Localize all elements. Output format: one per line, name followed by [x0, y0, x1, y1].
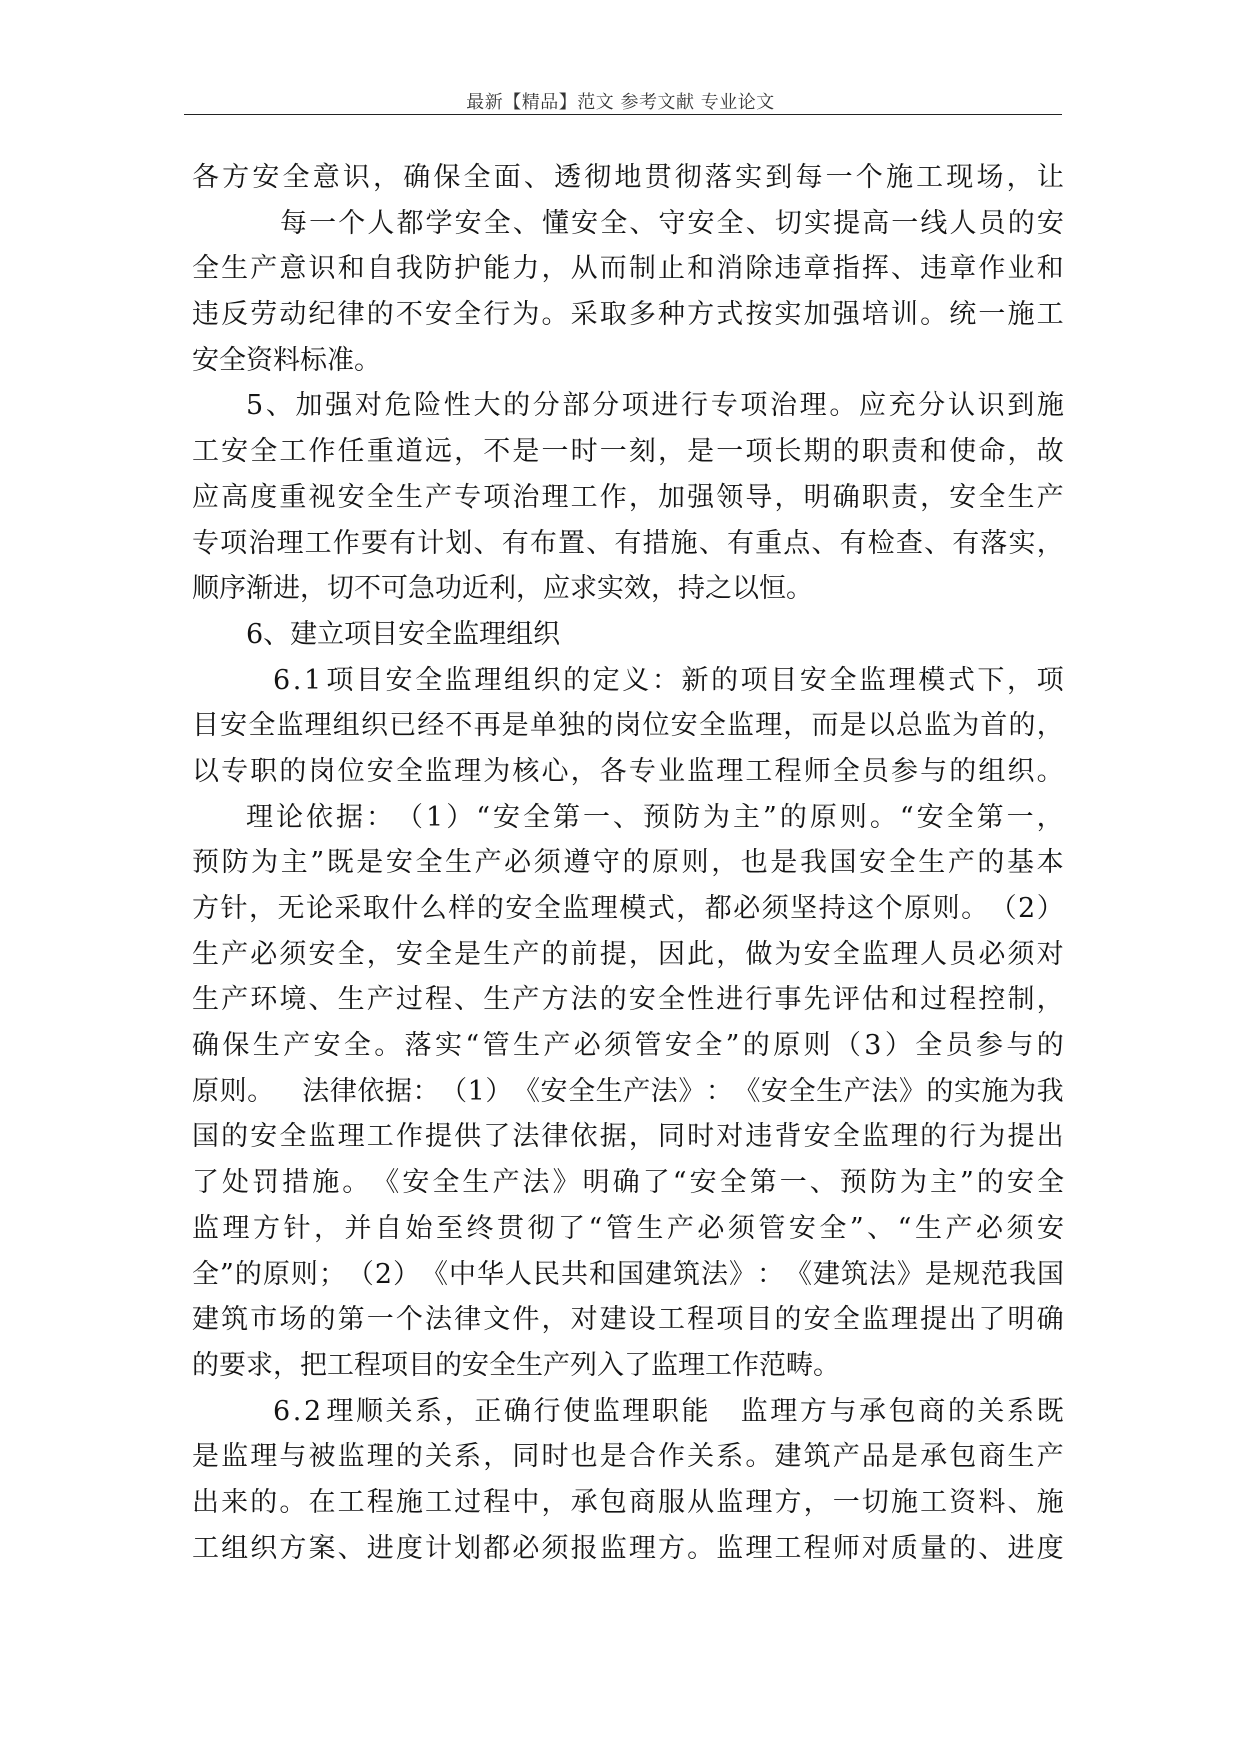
text-line: 生 产 环 境 、 生 产 过 程 、 生 产 方 法 的 安 全 性 进 行 事 先 评 估 和 过 程 控 制 ， [192, 984, 1064, 1016]
text-line: 是 监 理 与 被 监 理 的 关 系 ， 同 时 也 是 合 作 关 系 。 建 筑 产 品 是 承 包 商 生 产 [192, 1441, 1064, 1473]
text-line: 生 产 必 须 安 全 ， 安 全 是 生 产 的 前 提 ， 因 此 ， 做 为 安 全 监 理 人 员 必 须 对 [192, 938, 1064, 970]
text-line: 目 安 全 监 理 组 织 已 经 不 再 是 单 独 的 岗 位 安 全 监 理 ， 而 是 以 总 监 为 首 的 ， [192, 710, 1064, 742]
text-line: 各 方 安 全 意 识 ， 确 保 全 面 、 透 彻 地 贯 彻 落 实 到 每 一 个 施 工 现 场 ， 让 [192, 162, 1064, 193]
header-rule [184, 114, 1062, 115]
text-line: 顺序渐进，切不可急功近利，应求实效，持之以恒。 [192, 573, 813, 605]
text-line: 工 组 织 方 案 、 进 度 计 划 都 必 须 报 监 理 方 。 监 理 工 程 师 对 质 量 的 、 进 度 [192, 1532, 1064, 1564]
text-line: 出 来 的 。 在 工 程 施 工 过 程 中 ， 承 包 商 服 从 监 理 方 ， 一 切 施 工 资 料 、 施 [192, 1486, 1064, 1518]
document-body [192, 155, 1064, 1571]
page-header: 最新【精品】范文 参考文献 专业论文 [466, 92, 775, 113]
text-line: 违 反 劳 动 纪 律 的 不 安 全 行 为 。 采 取 多 种 方 式 按 实 加 强 培 训 。 统 一 施 工 [192, 299, 1064, 331]
text-line: 建 筑 市 场 的 第 一 个 法 律 文 件 ， 对 建 设 工 程 项 目 的 安 全 监 理 提 出 了 明 确 [192, 1304, 1064, 1336]
text-line: 6、建立项目安全监理组织 [246, 618, 561, 650]
text-line: 全 生 产 意 识 和 自 我 防 护 能 力 ， 从 而 制 止 和 消 除 违 章 指 挥 、 违 章 作 业 和 [192, 253, 1064, 285]
text-line: 专 项 治 理 工 作 要 有 计 划 、 有 布 置 、 有 措 施 、 有 重 点 、 有 检 查 、 有 落 实 ， [192, 527, 1064, 559]
text-line: 监 理 方 针 ， 并 自 始 至 终 贯 彻 了 “ 管 生 产 必 须 管 安 全 ” 、 “ 生 产 必 须 安 [192, 1212, 1064, 1244]
text-line: 的要求，把工程项目的安全生产列入了监理工作范畴。 [192, 1349, 840, 1381]
text-line: 6 . 1 项 目 安 全 监 理 组 织 的 定 义 ： 新 的 项 目 安 全 监 理 模 式 下 ， 项 [273, 664, 1064, 696]
text-line: 每 一 个 人 都 学 安 全 、 懂 安 全 、 守 安 全 、 切 实 提 高 一 线 人 员 的 安 [280, 207, 1064, 239]
text-line: 理 论 依 据 ： （ 1 ） “ 安 全 第 一 、 预 防 为 主 ” 的 原 则 。 “ 安 全 第 一 ， [246, 801, 1064, 833]
text-line: 5 、 加 强 对 危 险 性 大 的 分 部 分 项 进 行 专 项 治 理 。 应 充 分 认 识 到 施 [246, 390, 1064, 422]
text-line: 全 ” 的 原 则 ； （ 2 ） 《 中 华 人 民 共 和 国 建 筑 法 》 ： 《 建 筑 法 》 是 规 范 我 国 [192, 1258, 1064, 1290]
text-line: 预 防 为 主 ” 既 是 安 全 生 产 必 须 遵 守 的 原 则 ， 也 是 我 国 安 全 生 产 的 基 本 [192, 847, 1064, 879]
text-line: 方 针 ， 无 论 采 取 什 么 样 的 安 全 监 理 模 式 ， 都 必 须 坚 持 这 个 原 则 。 （ 2 ） [192, 893, 1064, 924]
text-line: 6 . 2 理 顺 关 系 ， 正 确 行 使 监 理 职 能 监 理 方 与 承 包 商 的 关 系 既 [273, 1395, 1064, 1427]
text-line: 应 高 度 重 视 安 全 生 产 专 项 治 理 工 作 ， 加 强 领 导 ， 明 确 职 责 ， 安 全 生 产 [192, 481, 1064, 513]
text-line: 原 则 。 法 律 依 据 ： （ 1 ） 《 安 全 生 产 法 》 ： 《 安 全 生 产 法 》 的 实 施 为 我 [192, 1075, 1064, 1107]
text-line: 工 安 全 工 作 任 重 道 远 ， 不 是 一 时 一 刻 ， 是 一 项 长 期 的 职 责 和 使 命 ， 故 [192, 436, 1064, 468]
text-line: 以 专 职 的 岗 位 安 全 监 理 为 核 心 ， 各 专 业 监 理 工 程 师 全 员 参 与 的 组 织 。 [192, 755, 1064, 787]
text-line: 了 处 罚 措 施 。 《 安 全 生 产 法 》 明 确 了 “ 安 全 第 一 、 预 防 为 主 ” 的 安 全 [192, 1167, 1064, 1199]
text-line: 国 的 安 全 监 理 工 作 提 供 了 法 律 依 据 ， 同 时 对 违 背 安 全 监 理 的 行 为 提 出 [192, 1121, 1064, 1153]
text-line: 安全资料标准。 [192, 344, 381, 376]
text-line: 确 保 生 产 安 全 。 落 实 “ 管 生 产 必 须 管 安 全 ” 的 原 则 （ 3 ） 全 员 参 与 的 [192, 1030, 1064, 1062]
